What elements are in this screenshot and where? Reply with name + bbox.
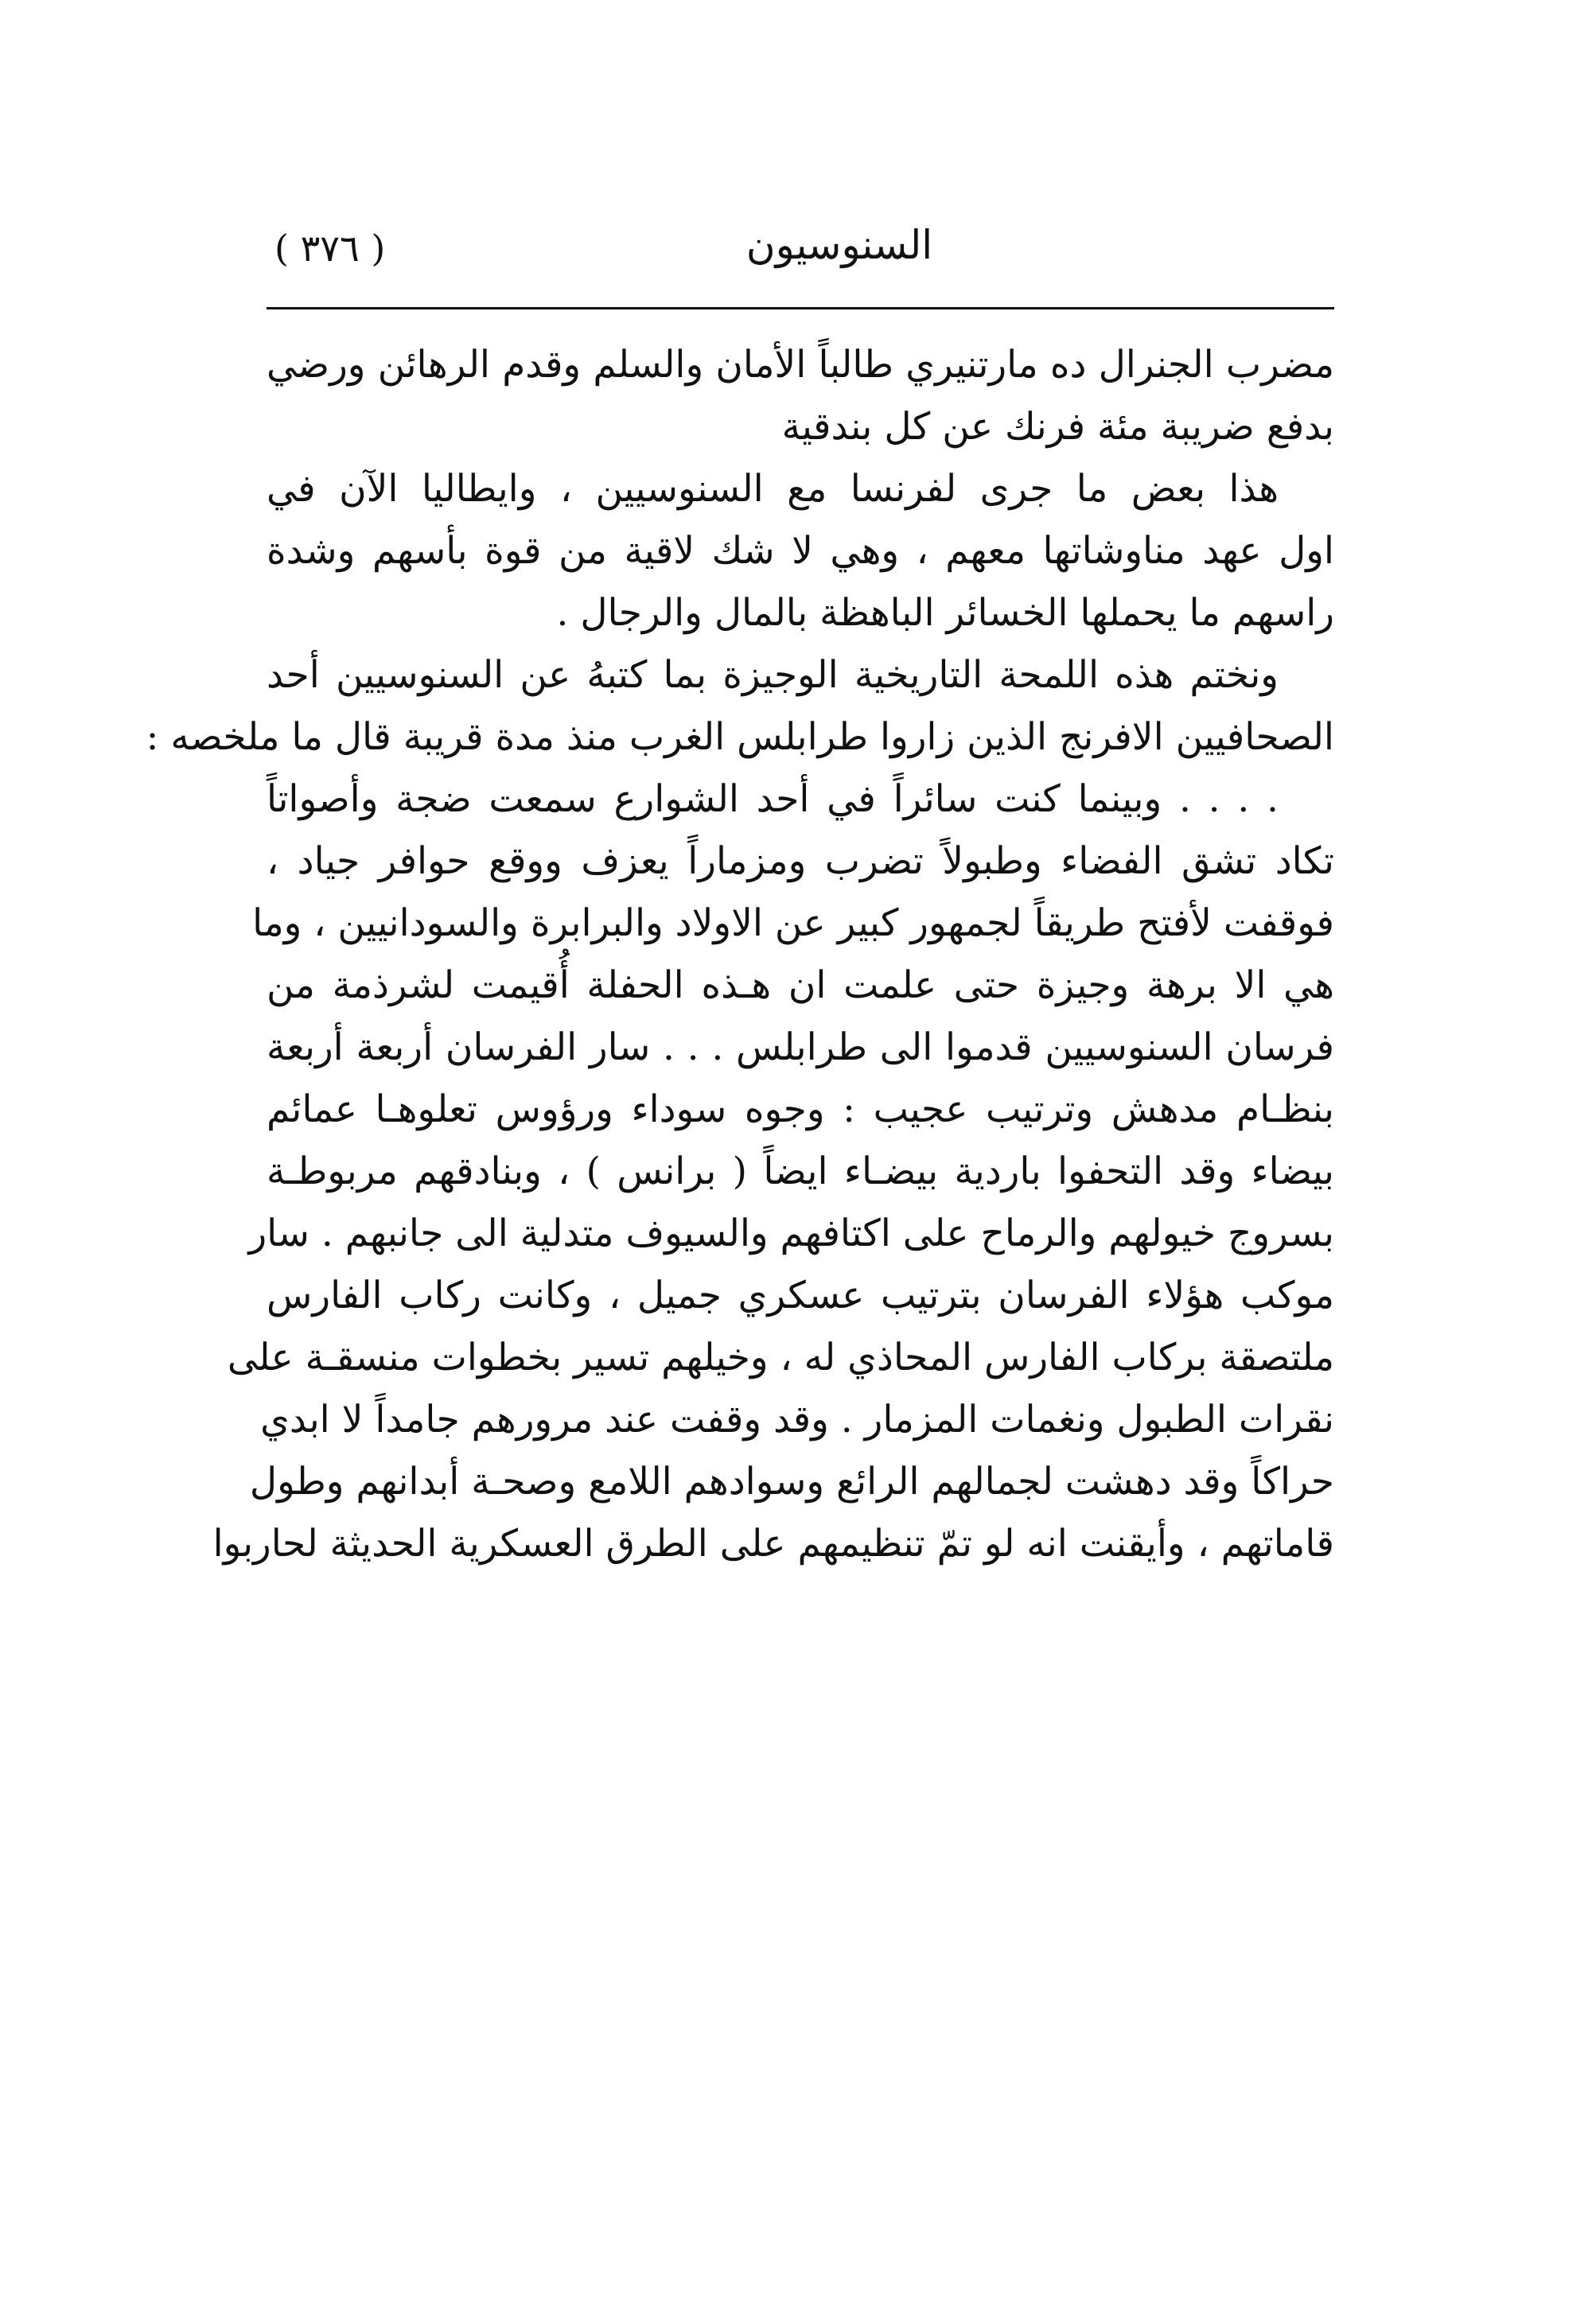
text-line: هذا بعض ما جرى لفرنسا مع السنوسيين ، وايطاليا الآن في xyxy=(267,467,1279,511)
text-line: مضرب الجنرال ده مارتنيري طالباً الأمان والسلم وقدم الرهائن ورضي xyxy=(267,343,1334,387)
text-line: هي الا برهة وجيزة حتى علمت ان هـذه الحفلة أُقيمت لشرذمة من xyxy=(267,963,1334,1007)
page-number: ( ٣٧٦ ) xyxy=(274,227,386,270)
text-line: بدفع ضريبة مئة فرنك عن كل بندقية xyxy=(781,405,1334,449)
running-title: السنوسيون xyxy=(745,222,933,268)
text-line: . . . . وبينما كنت سائراً في أحد الشوارع سمعت ضجة وأصواتاً xyxy=(267,777,1279,821)
header-rule xyxy=(267,307,1334,309)
text-line: فرسان السنوسيين قدموا الى طرابلس . . . سار الفرسان أربعة أربعة xyxy=(267,1025,1334,1069)
text-line: حراكاً وقد دهشت لجمالهم الرائع وسوادهم اللامع وصحـة أبدانهم وطول xyxy=(249,1460,1334,1504)
text-line: بسروج خيولهم والرماح على اكتافهم والسيوف متدلية الى جانبهم . سار xyxy=(248,1212,1334,1255)
text-line: اول عهد مناوشاتها معهم ، وهي لا شك لاقية من قوة بأسهم وشدة xyxy=(267,529,1334,573)
text-line: قاماتهم ، وأيقنت انه لو تمّ تنظيمهم على الطرق العسكرية الحديثة لحاربوا xyxy=(212,1522,1334,1566)
text-line: ونختم هذه اللمحة التاريخية الوجيزة بما كتبهُ عن السنوسيين أحد xyxy=(267,653,1279,697)
text-line: الصحافيين الافرنج الذين زاروا طرابلس الغرب منذ مدة قريبة قال ما ملخصه : xyxy=(146,715,1334,759)
text-line: فوقفت لأفتح طريقاً لجمهور كبير عن الاولاد والبرابرة والسودانيين ، وما xyxy=(252,901,1334,945)
text-line: بنظـام مدهش وترتيب عجيب : وجوه سوداء ورؤوس تعلوهـا عمائم xyxy=(267,1087,1334,1131)
text-line: ملتصقة بركاب الفارس المحاذي له ، وخيلهم تسير بخطوات منسقـة على xyxy=(227,1336,1334,1379)
text-line: تكاد تشق الفضاء وطبولاً تضرب ومزماراً يعزف ووقع حوافر جياد ، xyxy=(267,839,1334,883)
text-line: موكب هؤلاء الفرسان بترتيب عسكري جميل ، وكانت ركاب الفارس xyxy=(267,1274,1334,1317)
body-text xyxy=(146,334,1334,1575)
running-head xyxy=(267,208,1334,296)
text-line: نقرات الطبول ونغمات المزمار . وقد وقفت عند مرورهم جامداً لا ابدي xyxy=(260,1398,1334,1442)
text-line: راسهم ما يحملها الخسائر الباهظة بالمال والرجال . xyxy=(556,591,1334,635)
text-line: بيضاء وقد التحفوا باردية بيضـاء ايضاً ( برانس ) ، وبنادقهم مربوطـة xyxy=(267,1150,1334,1193)
